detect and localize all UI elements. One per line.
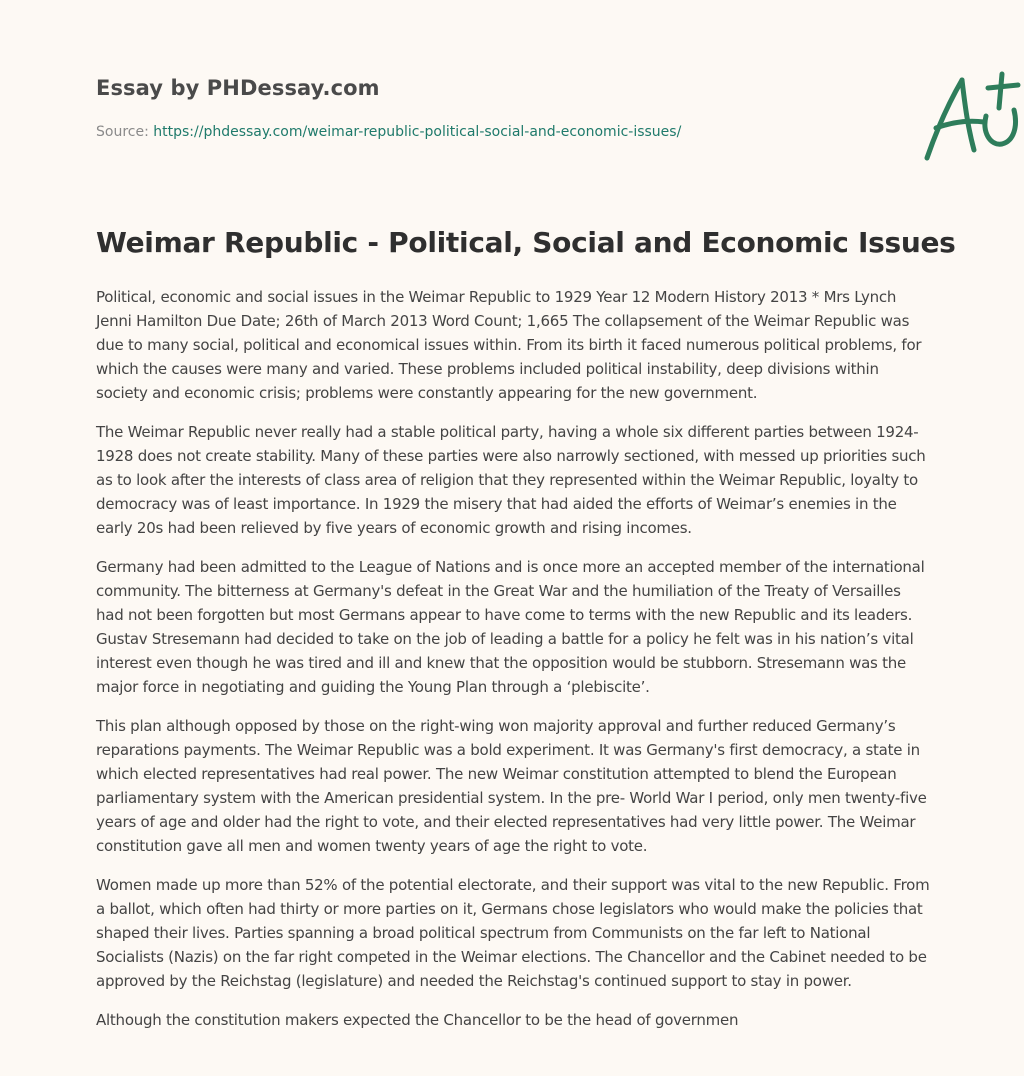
essay-paragraph: The Weimar Republic never really had a stable political party, having a whole six different parties between 1924-1928 does not create stability. Many of these parties were also narrowly sectioned, with messed up priorities such as to look after the interests of class area of religion that they represented within the Weimar Republic, loyalty to democracy was of least importance. In 1929 the misery that had aided the efforts of Weimar’s enemies in the early 20s had been relieved by five years of economic growth and rising incomes. xyxy=(96,423,926,537)
site-brand: Essay by PHDessay.com xyxy=(96,76,380,100)
essay-paragraph: This plan although opposed by those on the right-wing won majority approval and further reduced Germany’s reparations payments. The Weimar Republic was a bold experiment. It was Germany's first democracy, a state in which elected representatives had real power. The new Weimar constitution attempted to blend the European parliamentary system with the American presidential system. In the pre- World War I period, only men twenty-five years of age and older had the right to vote, and their elected representatives had very little power. The Weimar constitution gave all men and women twenty years of age the right to vote. xyxy=(96,717,927,855)
source-label: Source: xyxy=(96,124,149,140)
essay-title: Weimar Republic - Political, Social and Economic Issues xyxy=(96,226,956,259)
essay-paragraph: Although the constitution makers expected the Chancellor to be the head of governmen xyxy=(96,1011,739,1029)
essay-paragraph: Political, economic and social issues in the Weimar Republic to 1929 Year 12 Modern History 2013 * Mrs Lynch Jenni Hamilton Due Date; 26th of March 2013 Word Count; 1,665 The collapsement of the Weimar Republic was due to many social, political and economical issues within. From its birth it faced numerous political problems, for which the causes were many and varied. These problems included political instability, deep divisions within society and economic crisis; problems were constantly appearing for the new government. xyxy=(96,288,922,402)
source-line xyxy=(96,124,681,140)
a-plus-logo-icon xyxy=(918,66,1024,164)
essay-paragraph: Women made up more than 52% of the potential electorate, and their support was vital to the new Republic. From a ballot, which often had thirty or more parties on it, Germans chose legislators who would make the policies that shaped their lives. Parties spanning a broad political spectrum from Communists on the far left to National Socialists (Nazis) on the far right competed in the Weimar elections. The Chancellor and the Cabinet needed to be approved by the Reichstag (legislature) and needed the Reichstag's continued support to stay in power. xyxy=(96,876,930,990)
essay-paragraph: Germany had been admitted to the League of Nations and is once more an accepted member of the international community. The bitterness at Germany's defeat in the Great War and the humiliation of the Treaty of Versailles had not been forgotten but most Germans appear to have come to terms with the new Republic and its leaders. Gustav Stresemann had decided to take on the job of leading a battle for a policy he felt was in his nation’s vital interest even though he was tired and ill and knew that the opposition would be stubborn. Stresemann was the major force in negotiating and guiding the Young Plan through a ‘plebiscite’. xyxy=(96,558,925,696)
essay-body xyxy=(96,285,930,1047)
source-link[interactable]: https://phdessay.com/weimar-republic-political-social-and-economic-issues/ xyxy=(153,124,682,140)
